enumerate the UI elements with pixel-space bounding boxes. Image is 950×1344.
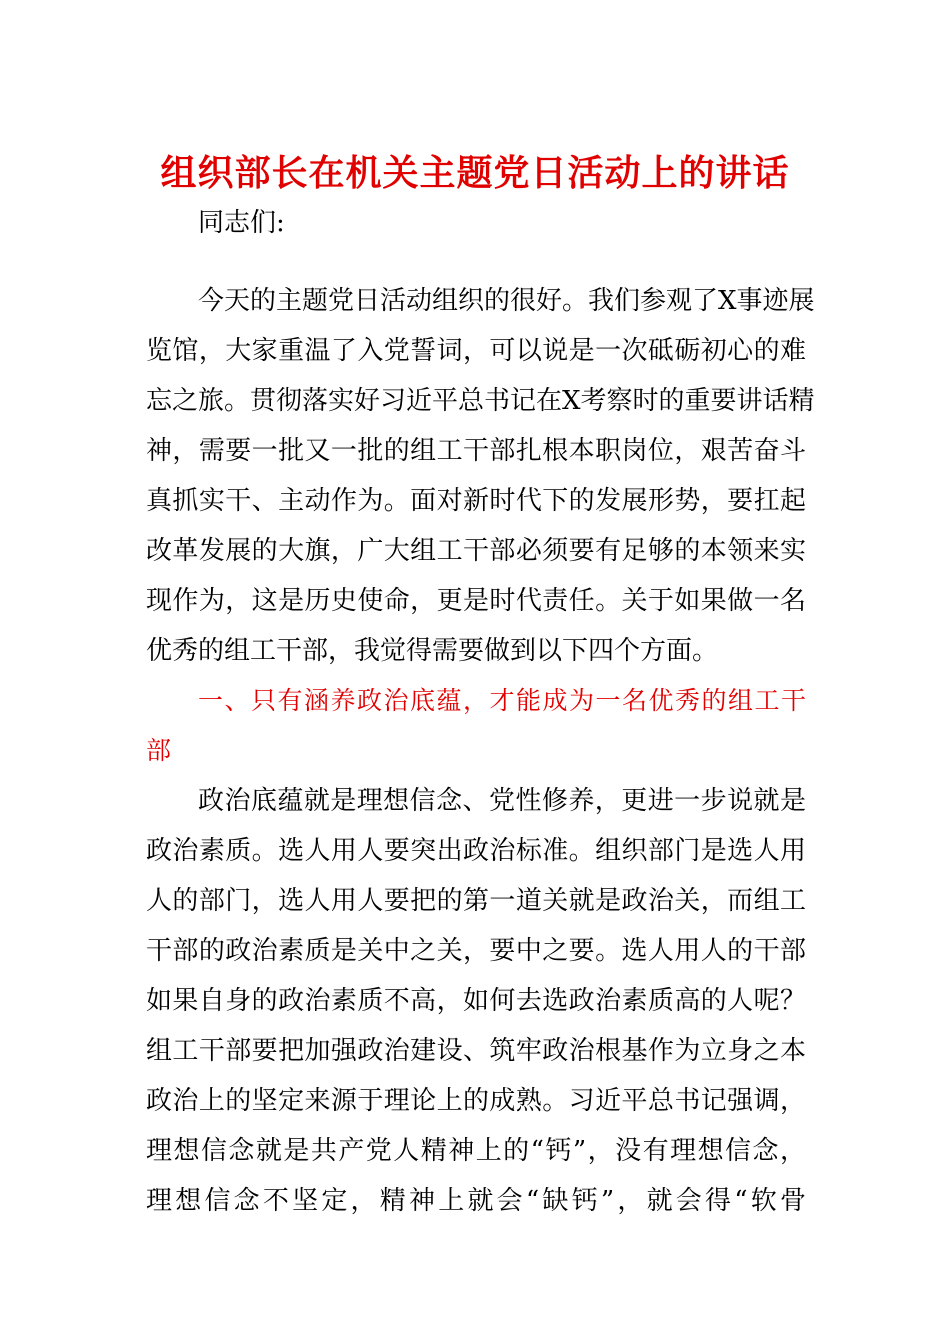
paragraph-line: 优秀的组工干部，我觉得需要做到以下四个方面。 [146,636,719,666]
paragraph-line: 真抓实干、主动作为。面对新时代下的发展形势，要扛起 [146,486,806,516]
paragraph-line: 组工干部要把加强政治建设、筑牢政治根基作为立身之本 [146,1036,806,1066]
paragraph-line: 干部的政治素质是关中之关，要中之要。选人用人的干部 [146,936,806,966]
paragraph-line: 政治素质。选人用人要突出政治标准。组织部门是选人用 [146,836,806,866]
paragraph-line: 忘之旅。贯彻落实好习近平总书记在X考察时的重要讲话精 [146,386,815,416]
paragraph-line: 政治上的坚定来源于理论上的成熟。习近平总书记强调， [146,1086,806,1116]
page-title: 组织部长在机关主题党日活动上的讲话 [160,152,790,194]
salutation: 同志们: [198,208,285,238]
paragraph-line: 政治底蕴就是理想信念、党性修养，更进一步说就是 [198,786,806,816]
section-heading: 一、只有涵养政治底蕴，才能成为一名优秀的组工干 [198,686,806,715]
paragraph-line: 现作为，这是历史使命，更是时代责任。关于如果做一名 [146,586,806,616]
paragraph-line: 今天的主题党日活动组织的很好。我们参观了X事迹展 [198,286,815,316]
paragraph-line: 如果自身的政治素质不高，如何去选政治素质高的人呢？ [146,986,806,1016]
paragraph-line: 人的部门，选人用人要把的第一道关就是政治关，而组工 [146,886,806,916]
paragraph-line: 理想信念不坚定，精神上就会“缺钙”，就会得“软骨 [146,1186,806,1216]
section-heading-continued: 部 [146,736,172,765]
paragraph-line: 神，需要一批又一批的组工干部扎根本职岗位，艰苦奋斗 [146,436,806,466]
paragraph-line: 览馆，大家重温了入党誓词，可以说是一次砥砺初心的难 [146,336,806,366]
paragraph-line: 改革发展的大旗，广大组工干部必须要有足够的本领来实 [146,536,806,566]
paragraph-line: 理想信念就是共产党人精神上的“钙”，没有理想信念， [146,1136,806,1166]
